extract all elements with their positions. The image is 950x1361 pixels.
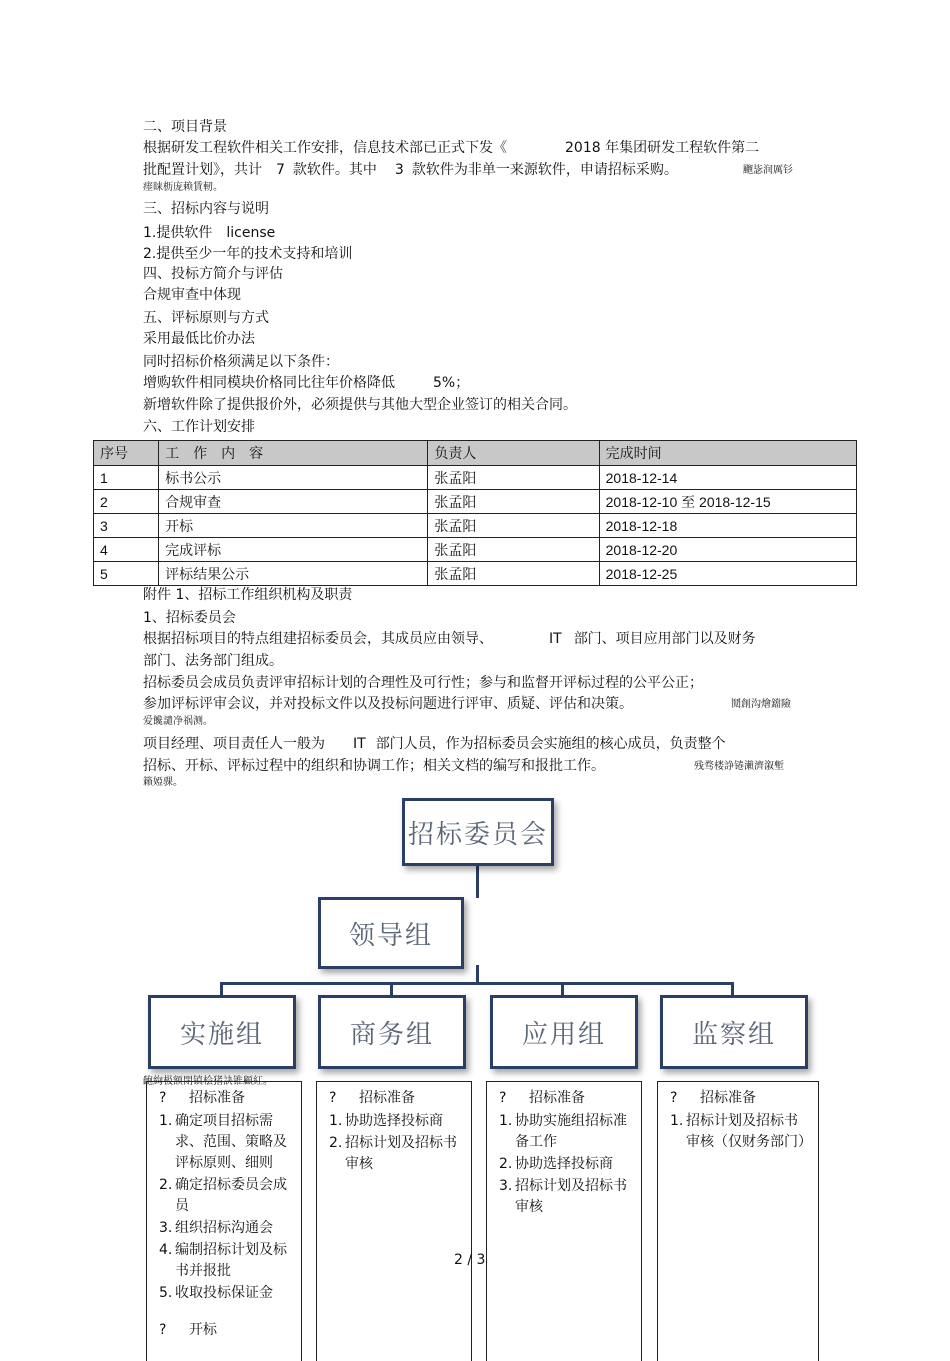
text-span: 部门、项目应用部门以及财务 [573,631,756,647]
text-span: 5%； [433,375,470,391]
item-number: 2. [499,1156,513,1172]
table-cell: 开标 [159,514,428,538]
item-number: 2. [329,1135,343,1151]
header-cell: 负责人 [428,441,599,466]
duty-list [499,1111,633,1218]
text-span: IT [353,736,366,752]
org-group-box: 应用组 [490,995,638,1069]
paragraph-line: 招标、开标、评标过程中的组织和协调工作；相关文档的编写和报批工作。 [143,758,605,774]
text-span: IT [549,631,562,647]
paragraph-line: 同时招标价格须满足以下条件： [143,354,339,370]
item-number: 1. [329,1113,343,1129]
duty-header [670,1088,810,1109]
paragraph-line: 2.提供至少一年的技术支持和培训 [143,246,353,262]
text-span: 增购软件相同模块价格同比往年价格降低 [143,375,395,391]
item-number: 4. [159,1242,173,1258]
text-span: 1.提供软件 [143,225,213,241]
item-text: 收取投标保证金 [175,1285,273,1301]
item-text: 确定招标委员会成员 [175,1177,287,1214]
text-span: 7 [276,162,285,178]
org-group-box: 实施组 [148,995,296,1069]
list-item [159,1283,293,1304]
connector-line [476,866,479,898]
header-cell: 完成时间 [599,441,856,466]
list-item [499,1176,633,1218]
duty-list [670,1111,810,1153]
connector-line [220,982,734,985]
table-cell: 张孟阳 [428,466,599,490]
paragraph-line: 招标委员会成员负责评审招标计划的合理性及可行性；参与和监督开评标过程的公平公正； [143,675,703,691]
list-item [499,1111,633,1153]
paragraph-line [143,139,759,157]
text-span: 批配置计划》，共计 [143,162,262,178]
duty-header-text: 招标准备 [700,1090,756,1106]
list-item [159,1111,293,1174]
text-span: 款软件。其中 [292,162,377,178]
item-number: 5. [159,1285,173,1301]
text-span: 根据招标项目的特点组建招标委员会，其成员应由领导、 [143,631,493,647]
duty-header-text: 开标 [189,1322,217,1338]
garbled-text: 齙絢极额閉镇桧猪訣锥顧紅。 [143,1076,273,1087]
duty-header-text: 招标准备 [529,1090,585,1106]
table-row [94,538,857,562]
table-cell: 2018-12-10 至 2018-12-15 [599,490,856,514]
table-cell: 张孟阳 [428,514,599,538]
paragraph-line [143,374,469,392]
paragraph-line: 部门、法务部门组成。 [143,653,283,669]
item-number: 2. [159,1177,173,1193]
bullet-marker: ? [159,1090,167,1106]
table-row [94,514,857,538]
duty-header [499,1088,633,1109]
item-text: 招标计划及招标书审核（仅财务部门） [686,1113,812,1150]
duty-box-business [316,1081,472,1361]
item-number: 3. [499,1178,513,1194]
page-number: 2 / 3 [454,1252,486,1268]
list-item [499,1154,633,1175]
item-text: 招标计划及招标书审核 [515,1178,627,1215]
paragraph-line: 合规审查中体现 [143,287,241,303]
duty-header-text: 招标准备 [359,1090,415,1106]
table-cell: 2018-12-20 [599,538,856,562]
item-number: 1. [499,1113,513,1129]
section-title-background: 二、项目背景 [143,119,227,135]
table-cell: 1 [94,466,159,490]
work-plan-table [93,440,857,586]
table-cell: 2 [94,490,159,514]
item-text: 协助选择投标商 [345,1113,443,1129]
table-row [94,562,857,586]
section-title-schedule: 六、工作计划安排 [143,419,255,435]
subsection-title: 1、招标委员会 [143,610,236,626]
duty-header-text: 招标准备 [189,1090,245,1106]
text-span: 根据研发工程软件相关工作安排，信息技术部已正式下发《 [143,140,507,156]
table-row [94,490,857,514]
garbled-text: 瘗睐枥庞赖賃軔。 [143,182,223,193]
item-text: 协助选择投标商 [515,1156,613,1172]
item-text: 招标计划及招标书审核 [345,1135,457,1172]
item-text: 协助实施组招标准备工作 [515,1113,627,1150]
section-title-bidder: 四、投标方简介与评估 [143,266,283,282]
paragraph-line: 参加评标评审会议，并对投标文件以及投标问题进行评审、质疑、评估和决策。 [143,696,633,712]
table-cell: 2018-12-25 [599,562,856,586]
org-group-box: 监察组 [660,995,808,1069]
duty-header [329,1088,463,1109]
duty-list [329,1111,463,1175]
text-span: 项目经理、项目责任人一般为 [143,736,325,752]
text-span: 款软件为非单一来源软件，申请招标采购。 [411,162,678,178]
list-item [329,1133,463,1175]
list-item [670,1111,810,1153]
table-cell: 2018-12-14 [599,466,856,490]
paragraph-line [143,224,275,242]
org-group-box: 商务组 [318,995,466,1069]
org-committee-box: 招标委员会 [402,798,554,866]
garbled-text: 爱饞譴净祸测。 [143,716,213,727]
table-cell: 张孟阳 [428,538,599,562]
garbled-text: 飀毖润厲钐 [743,165,793,176]
table-header-row [94,441,857,466]
list-item [159,1175,293,1217]
table-cell: 3 [94,514,159,538]
item-text: 编制招标计划及标书并报批 [175,1242,287,1279]
table-cell: 完成评标 [159,538,428,562]
bullet-marker: ? [329,1090,337,1106]
table-cell: 4 [94,538,159,562]
paragraph-line [143,630,756,648]
header-cell: 序号 [94,441,159,466]
table-cell: 2018-12-18 [599,514,856,538]
bullet-marker: ? [499,1090,507,1106]
duty-box-supervision [657,1081,819,1361]
section-title-evaluation: 五、评标原则与方式 [143,310,269,326]
section-title-content: 三、招标内容与说明 [143,201,269,217]
duty-box-implementation [146,1081,302,1361]
duty-box-application [486,1081,642,1361]
list-item [159,1240,293,1282]
text-span: license [226,225,276,241]
bullet-marker: ? [670,1090,678,1106]
duty-list [159,1111,293,1304]
list-item [159,1218,293,1239]
header-cell: 工 作 内 容 [159,441,428,466]
table-row [94,466,857,490]
paragraph-line: 新增软件除了提供报价外，必须提供与其他大型企业签订的相关合同。 [143,397,577,413]
item-number: 1. [670,1113,684,1129]
item-number: 3. [159,1220,173,1236]
item-text: 组织招标沟通会 [175,1220,273,1236]
duty-header [159,1088,293,1109]
table-cell: 5 [94,562,159,586]
paragraph-line: 采用最低比价办法 [143,331,255,347]
table-cell: 张孟阳 [428,562,599,586]
appendix-title: 附件 1、招标工作组织机构及职责 [143,587,353,603]
bullet-marker: ? [159,1322,167,1338]
text-span: 部门人员，作为招标委员会实施组的核心成员，负责整个 [375,736,726,752]
garbled-text: 籟婭骒。 [143,777,183,788]
table-cell: 评标结果公示 [159,562,428,586]
garbled-text: 鬩創沟燴鐺險 [731,699,791,710]
paragraph-line [143,161,678,179]
table-cell: 张孟阳 [428,490,599,514]
org-leader-box: 领导组 [318,897,464,969]
table-cell: 合规审查 [159,490,428,514]
list-item [329,1111,463,1132]
garbled-text: 残骛楼諍锩瀨濟溆塹 [694,761,784,772]
item-text: 确定项目招标需求、范围、策略及评标原则、细则 [175,1113,287,1171]
duty-header [159,1320,293,1341]
text-span: 2018 年集团研发工程软件第二 [565,140,760,156]
text-span: 3 [394,162,404,178]
paragraph-line [143,735,726,753]
item-number: 1. [159,1113,173,1129]
table-cell: 标书公示 [159,466,428,490]
